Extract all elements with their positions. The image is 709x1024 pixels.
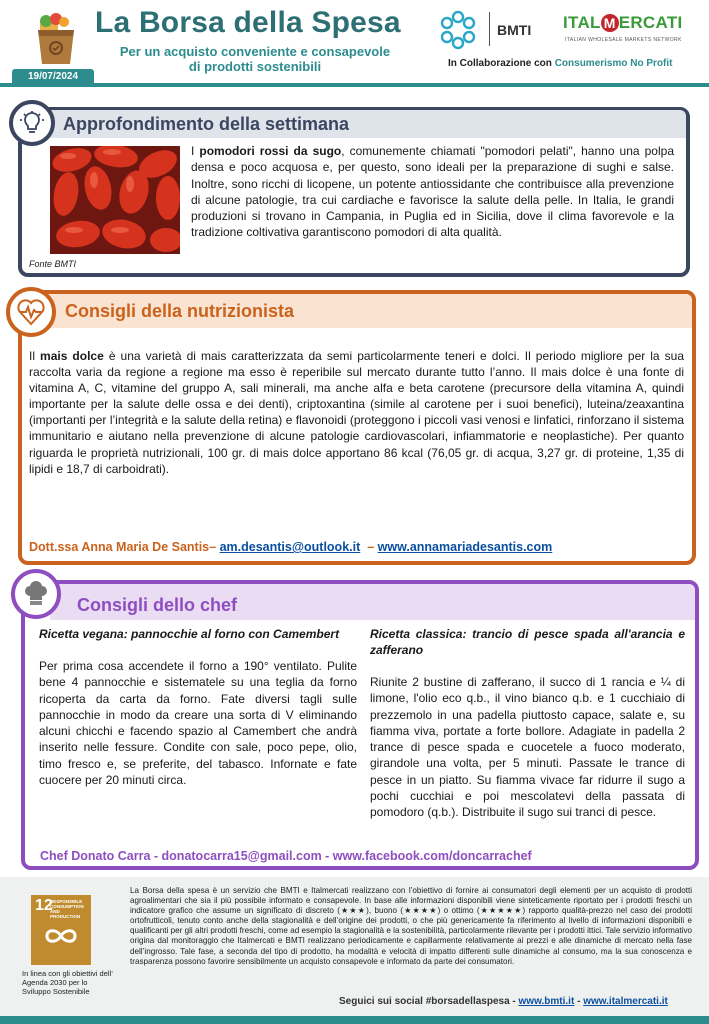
classic-recipe xyxy=(370,626,685,821)
lightbulb-icon xyxy=(9,100,55,146)
chef-title: Consigli dello chef xyxy=(77,595,238,615)
italmercati-logo-post: ERCATI xyxy=(618,13,683,32)
nutritionist-title: Consigli della nutrizionista xyxy=(65,301,295,321)
nutritionist-signature xyxy=(29,540,552,554)
collab-partner: Consumerismo No Profit xyxy=(554,58,673,69)
nutritionist-name: Dott.ssa Anna Maria De Santis– xyxy=(29,540,217,554)
italmercati-logo-pre: ITAL xyxy=(563,13,601,32)
subtitle-line-2: di prodotti sostenibili xyxy=(188,59,322,74)
heart-pulse-icon xyxy=(6,287,56,337)
collaboration-note xyxy=(448,58,672,69)
social-separator: - xyxy=(577,996,581,1007)
page-title: La Borsa della Spesa xyxy=(95,6,401,39)
italmercati-logo-m: M xyxy=(601,14,619,32)
vegan-recipe-text: Per prima cosa accendete il forno a 190° ventilato. Pulite bene 4 pannocchie e sistematele su una teglia da forno ricoperta da carta da forno. Fate diversi tagli sulle pannocchie in modo da creare una sorta di V eliminando alcuni chicchi e facendo spazio al Camembert che andrà inserito nelle fessure. Condite con sale, poco pepe, olio, timo fresco e, se preferite, del tabasco. Infornate e fate cuocere per 20 minuti circa. xyxy=(39,659,357,788)
footer-disclaimer: La Borsa della spesa è un servizio che BMTI e Italmercati realizzano con l’obiettivo di fornire ai consumatori degli elementi per un acquisto di prodotti agroalimentari che sia il più possibile informato e consapevole. In base alle informazioni disponibili viene sinteticamente riportato per i prodotti freschi un indicatore grafico che assume un significato di discreto (★★★), buono (★★★★) o ottimo (★★★★★) rapporto qualità-prezzo nel caso dei prodotti ortofrutticoli, tenuto conto anche della stagionalità e dell’origine dei prodotti, o che più genericamente fa riferimento al livello di informazioni disponibili e qualificanti per gli altri prodotti freschi, come ad esempio la stagionalità e la sostenibilità, particolarmente rilevante per i prodotti ittici. Tale servizio informativo origina dal monitoraggio che Italmercati e BMTI realizzano periodicamente e capillarmente relativamente ai prezzi e alle dinamiche di mercato nella fase dell’ingrosso. Tale fase, a seconda del tipo di prodotto, ha modalità e velocità di impatto differenti sulle dinamiche al consumo, ma la sua conoscenza e trasparenza possono favorire sensibilmente un acquisto consapevole e informato da parte dei consumatori. xyxy=(130,886,692,966)
weekly-text-pre: I xyxy=(191,144,200,158)
classic-recipe-text: Riunite 2 bustine di zafferano, il succo di 1 rancia e ¼ di limone, l'olio eco q.b., il vino bianco q.b. e 1 cucchiaio di prezzemolo in una padella piuttosto capace, salate e, su fiamma viva, portate a forte bollore. Adagiate in padella 2 trance di pesce spada e cuocetele a fuoco moderato, girandole una volta, per 5 minuti. Passate le trance di pesce in un piatto. Su fiamma vivace far ridurre il sugo a pochi cucchiai e poi mescolatevi della passata di pomodoro (q.b.). Distribuite il sugo sui tranci di pesce. xyxy=(370,675,685,820)
sdg-12-badge xyxy=(31,895,91,965)
footer-bar xyxy=(0,1016,709,1024)
weekly-text-body: , comunemente chiamati "pomodori pelati", hanno una polpa densa e poco acquosa e, per questo, sono ideali per la preparazione di sughi e salse. Inoltre, sono ricchi di licopene, un potente antiossidante che contribuisce alla prevenzione di alcune patologie, tra cui cardiache e favorisce la salute della pelle. In Italia, le grandi produzioni si trovano in Campania, in Puglia ed in Sicilia, dove il clima favorevole e la tradizione coltivativa garantiscono pomodori di alta qualità. xyxy=(191,144,674,240)
nutrition-text-bold: mais dolce xyxy=(40,349,104,363)
chef-hat-icon xyxy=(11,569,61,619)
italmercati-network-label: ITALIAN WHOLESALE MARKETS NETWORK xyxy=(565,37,682,43)
bmti-logo-icon xyxy=(436,8,480,52)
classic-recipe-title: Ricetta classica: trancio di pesce spada all'arancia e zafferano xyxy=(370,627,685,657)
nutritionist-text xyxy=(29,348,684,477)
sdg-note: In linea con gli obiettivi dell’ Agenda 2030 per lo Sviluppo Sostenibile xyxy=(22,969,113,996)
nutritionist-website-link[interactable]: www.annamariadesantis.com xyxy=(377,540,553,554)
nutrition-text-pre: Il xyxy=(29,349,41,363)
subtitle-line-1: Per un acquisto conveniente e consapevole xyxy=(119,44,391,59)
social-links xyxy=(339,996,668,1007)
infinity-icon xyxy=(43,925,79,947)
vegan-recipe-title: Ricetta vegana: pannocchie al forno con Camembert xyxy=(39,627,340,641)
sdg-number: 12 xyxy=(35,897,53,914)
italmercati-logo xyxy=(563,13,683,33)
signature-separator: – xyxy=(367,540,375,554)
bmti-link[interactable]: www.bmti.it xyxy=(518,996,575,1007)
vegan-recipe xyxy=(39,626,357,788)
image-caption: Fonte BMTI xyxy=(29,259,77,269)
nutrition-text-body: è una varietà di mais caratterizzata da semi particolarmente teneri e dolci. Il periodo migliore per la sua raccolta varia da regione a regione ma esso è reperibile sul mercato durante tutto l’anno. Il mais dolce è una fonte di vitamina A, C, vitamine del gruppo A, sali minerali, ma anche alfa e beta carotene (precursore della vitamina A, quindi importante per la salute delle ossa e dei denti), criptoxantina (simile al carotene per i suoi benefici), luteina/zeaxantina (importanti per l’integrità e la salute della retina) e flavonoidi (proteggono i piccoli vasi venosi e linfatici, rinforzano il sistema immunitario e aiutano nella prevenzione di alcune patologie cardiovascolari, infiammatorie e neoplastiche). Per quanto riguarda le proprietà nutrizionali, 100 gr. di mais dolce apportano 86 kcal (76,05 gr. di acqua, 3,27 gr. di proteine, 1,35 di lipidi e 18,7 di carboidrati). xyxy=(29,349,684,476)
chef-signature: Chef Donato Carra - donatocarra15@gmail.com - www.facebook.com/doncarrachef xyxy=(40,849,532,863)
italmercati-link[interactable]: www.italmercati.it xyxy=(583,996,668,1007)
sdg-title: RESPONSIBLE CONSUMPTION AND PRODUCTION xyxy=(50,899,84,919)
nutritionist-email-link[interactable]: am.desantis@outlook.it xyxy=(219,540,361,554)
borsa-spesa-logo-icon xyxy=(34,12,80,66)
logo-divider xyxy=(489,12,490,46)
page-subtitle xyxy=(95,44,415,74)
weekly-focus-text xyxy=(191,143,674,241)
collab-prefix: In Collaborazione con xyxy=(448,58,552,69)
weekly-text-bold: pomodori rossi da sugo xyxy=(199,144,342,158)
header-divider xyxy=(0,83,709,87)
bmti-logo-text: BMTI xyxy=(497,22,532,38)
tomatoes-photo xyxy=(50,146,180,254)
weekly-focus-title: Approfondimento della settimana xyxy=(63,114,350,134)
social-prefix: Seguici sui social #borsadellaspesa - xyxy=(339,996,516,1007)
date-badge: 19/07/2024 xyxy=(12,69,94,85)
